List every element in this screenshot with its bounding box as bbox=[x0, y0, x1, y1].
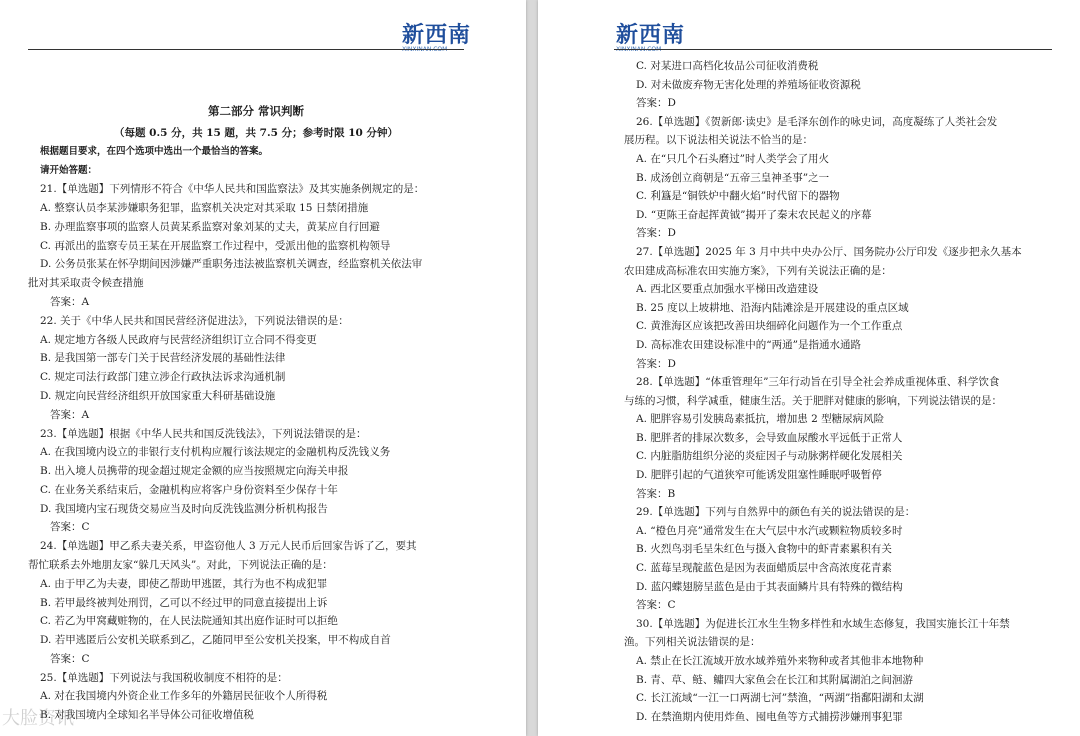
option-line: D. 公务员张某在怀孕期间因涉嫌严重职务违法被监察机关调查，经监察机关依法审 bbox=[40, 258, 423, 271]
question-line: 25.【单选题】下列说法与我国税收制度不相符的是： bbox=[40, 671, 288, 684]
answer-line: 答案：B bbox=[636, 487, 676, 500]
question-line: 21.【单选题】下列情形不符合《中华人民共和国监察法》及其实施条例规定的是： bbox=[40, 183, 425, 196]
answer-line: 答案：C bbox=[50, 521, 90, 534]
option-line: C. 在业务关系结束后，金融机构应将客户身份资料至少保存十年 bbox=[40, 483, 338, 496]
option-line: A. 规定地方各级人民政府与民营经济组织订立合同不得变更 bbox=[40, 333, 317, 346]
option-line: B. 是我国第一部专门关于民营经济发展的基础性法律 bbox=[40, 352, 286, 365]
right-page-text bbox=[624, 57, 1072, 726]
header-rule bbox=[28, 49, 464, 50]
question-line: 29.【单选题】下列与自然界中的颜色有关的说法错误的是： bbox=[636, 506, 916, 519]
question-line: 27.【单选题】2025 年 3 月中共中央办公厅、国务院办公厅印发《逐步把永久基本 bbox=[636, 245, 1022, 258]
answer-line: 答案：C bbox=[50, 652, 90, 665]
option-line: A. 对在我国境内外资企业工作多年的外籍居民征收个人所得税 bbox=[40, 690, 328, 703]
section-title: 第二部分 常识判断 bbox=[207, 104, 304, 118]
option-line: C. 对某进口高档化妆品公司征收消费税 bbox=[636, 60, 819, 72]
question-line: 帮忙联系去外地朋友家“躲几天风头”。对此，下列说法正确的是： bbox=[28, 558, 333, 571]
option-line: D. 若甲逃匿后公安机关联系到乙，乙随同甲至公安机关投案，甲不构成自首 bbox=[40, 634, 391, 647]
answer-line: 答案：D bbox=[636, 97, 676, 110]
right-page bbox=[538, 0, 1080, 736]
logo-subtext: XINXINAN.COM bbox=[616, 46, 662, 53]
option-line: A. “橙色月亮”通常发生在大气层中水汽或颗粒物质较多时 bbox=[636, 524, 903, 537]
option-line: B. 成汤创立商朝是“五帝三皇神圣事”之一 bbox=[636, 171, 830, 184]
option-line: C. 蓝莓呈现靛蓝色是因为表面蜡质层中含高浓度花青素 bbox=[636, 562, 892, 575]
option-line: B. 出入境人员携带的现金超过规定金额的应当按照规定向海关申报 bbox=[40, 465, 349, 478]
option-line: C. 内脏脂肪组织分泌的炎症因子与动脉粥样硬化发展相关 bbox=[636, 450, 903, 463]
option-line: C. 若乙为甲窝藏赃物的，在人民法院通知其出庭作证时可以拒绝 bbox=[40, 615, 338, 628]
section-rules: （每题 0.5 分，共 15 题，共 7.5 分；参考时限 10 分钟） bbox=[113, 127, 398, 139]
logo-subtext: XINXINAN.COM bbox=[402, 46, 448, 53]
option-line: B. 办理监察事项的监察人员黄某系监察对象刘某的丈夫，黄某应自行回避 bbox=[40, 220, 380, 233]
option-line: D. “更陈王奋起挥黄钺”揭开了秦末农民起义的序幕 bbox=[636, 208, 872, 221]
question-line: 农田建成高标准农田实施方案》，下列有关说法正确的是： bbox=[624, 264, 892, 277]
answer-line: 答案：D bbox=[636, 357, 676, 370]
watermark: 大脸资讯 bbox=[2, 708, 74, 729]
option-line: B. 肥胖者的排尿次数多，会导致血尿酸水平远低于正常人 bbox=[636, 431, 903, 444]
question-line: 30.【单选题】为促进长江水生生物多样性和水域生态修复，我国实施长江十年禁 bbox=[636, 617, 1010, 630]
option-line: B. 对我国境内全球知名半导体公司征收增值税 bbox=[40, 709, 254, 722]
logo-text: 新西南 bbox=[402, 23, 472, 48]
option-line: A. 西北区要重点加强水平梯田改造建设 bbox=[636, 283, 819, 296]
header-rule bbox=[614, 49, 1052, 50]
answer-line: 答案：A bbox=[50, 408, 90, 421]
option-line: A. 禁止在长江流域开放水域养殖外来物种或者其他非本地物种 bbox=[636, 655, 924, 667]
question-line: 渔。下列相关说法错误的是： bbox=[624, 636, 761, 649]
option-line: B. 25 度以上坡耕地、沿海内陆滩涂是开展建设的重点区域 bbox=[636, 301, 909, 314]
question-line: 24.【单选题】甲乙系夫妻关系，甲盗窃他人 3 万元人民币后回家告诉了乙，要其 bbox=[40, 540, 417, 553]
question-line: 与练的习惯，科学减重，健康生活。关于肥胖对健康的影响，下列说法错误的是： bbox=[624, 394, 1002, 407]
option-line: C. 长江流域“一江一口两湖七河”禁渔，“两湖”指鄱阳湖和太湖 bbox=[636, 692, 924, 705]
question-line: 28.【单选题】“体重管理年”三年行动旨在引导全社会养成重视体重、科学饮食 bbox=[636, 376, 1000, 389]
option-line: D. 蓝闪蝶翅膀呈蓝色是由于其表面鳞片具有特殊的微结构 bbox=[636, 580, 903, 593]
option-line: C. 利簋是“铜铁炉中翻火焰”时代留下的器物 bbox=[636, 190, 840, 203]
option-line: C. 规定司法行政部门建立涉企行政执法诉求沟通机制 bbox=[40, 371, 286, 384]
option-line: 批对其采取责令候查措施 bbox=[28, 277, 144, 290]
logo-text: 新西南 bbox=[616, 23, 686, 48]
option-line: A. 整察认员李某涉嫌职务犯罪，监察机关决定对其采取 15 日禁闭措施 bbox=[40, 202, 369, 215]
question-line: 26.【单选题】《贺新郎·读史》是毛泽东创作的咏史词，高度凝练了人类社会发 bbox=[636, 115, 998, 128]
answer-line: 答案：C bbox=[636, 599, 676, 612]
start-text: 请开始答题： bbox=[40, 164, 98, 176]
option-line: C. 再派出的监察专员王某在开展监察工作过程中，受派出他的监察机构领导 bbox=[40, 239, 391, 252]
instruction-text: 根据题目要求，在四个选项中选出一个最恰当的答案。 bbox=[40, 145, 269, 157]
answer-line: 答案：A bbox=[50, 296, 90, 309]
question-line: 22. 关于《中华人民共和国民营经济促进法》，下列说法错误的是： bbox=[40, 314, 349, 327]
option-line: D. 在禁渔期内使用炸鱼、囤电鱼等方式捕捞涉嫌刑事犯罪 bbox=[636, 710, 903, 723]
option-line: B. 火烈鸟羽毛呈朱红色与摄入食物中的虾青素累积有关 bbox=[636, 543, 892, 556]
answer-line: 答案：D bbox=[636, 227, 676, 240]
option-line: D. 肥胖引起的气道狭窄可能诱发阻塞性睡眠呼吸暂停 bbox=[636, 469, 882, 482]
question-line: 展历程。以下说法相关说法不恰当的是： bbox=[624, 134, 813, 147]
left-page bbox=[0, 0, 526, 736]
option-line: B. 青、草、鲢、鳙四大家鱼会在长江和其附属湖泊之间洄游 bbox=[636, 673, 913, 686]
xinxinan-logo bbox=[402, 18, 472, 53]
option-line: A. 在我国境内设立的非银行支付机构应履行该法规定的金融机构反洗钱义务 bbox=[40, 446, 391, 459]
option-line: D. 我国境内宝石现货交易应当及时向反洗钱监测分析机构报告 bbox=[40, 502, 328, 515]
option-line: C. 黄淮海区应该把改善田块细碎化问题作为一个工作重点 bbox=[636, 320, 903, 333]
option-line: D. 对未做废弃物无害化处理的养殖场征收资源税 bbox=[636, 78, 861, 91]
question-line: 23.【单选题】根据《中华人民共和国反洗钱法》，下列说法错误的是： bbox=[40, 427, 367, 440]
option-line: A. 肥胖容易引发胰岛素抵抗，增加患 2 型糖尿病风险 bbox=[636, 413, 885, 426]
xinxinan-logo bbox=[616, 18, 686, 53]
option-line: A. 在“只几个石头磨过”时人类学会了用火 bbox=[636, 152, 829, 165]
option-line: B. 若甲最终被判处刑罚，乙可以不经过甲的同意直接提出上诉 bbox=[40, 596, 328, 609]
option-line: A. 由于甲乙为夫妻，即使乙帮助甲逃匿，其行为也不构成犯罪 bbox=[40, 577, 328, 590]
option-line: D. 高标准农田建设标准中的“两通”是指通水通路 bbox=[636, 338, 861, 351]
option-line: D. 规定向民营经济组织开放国家重大科研基础设施 bbox=[40, 389, 276, 402]
